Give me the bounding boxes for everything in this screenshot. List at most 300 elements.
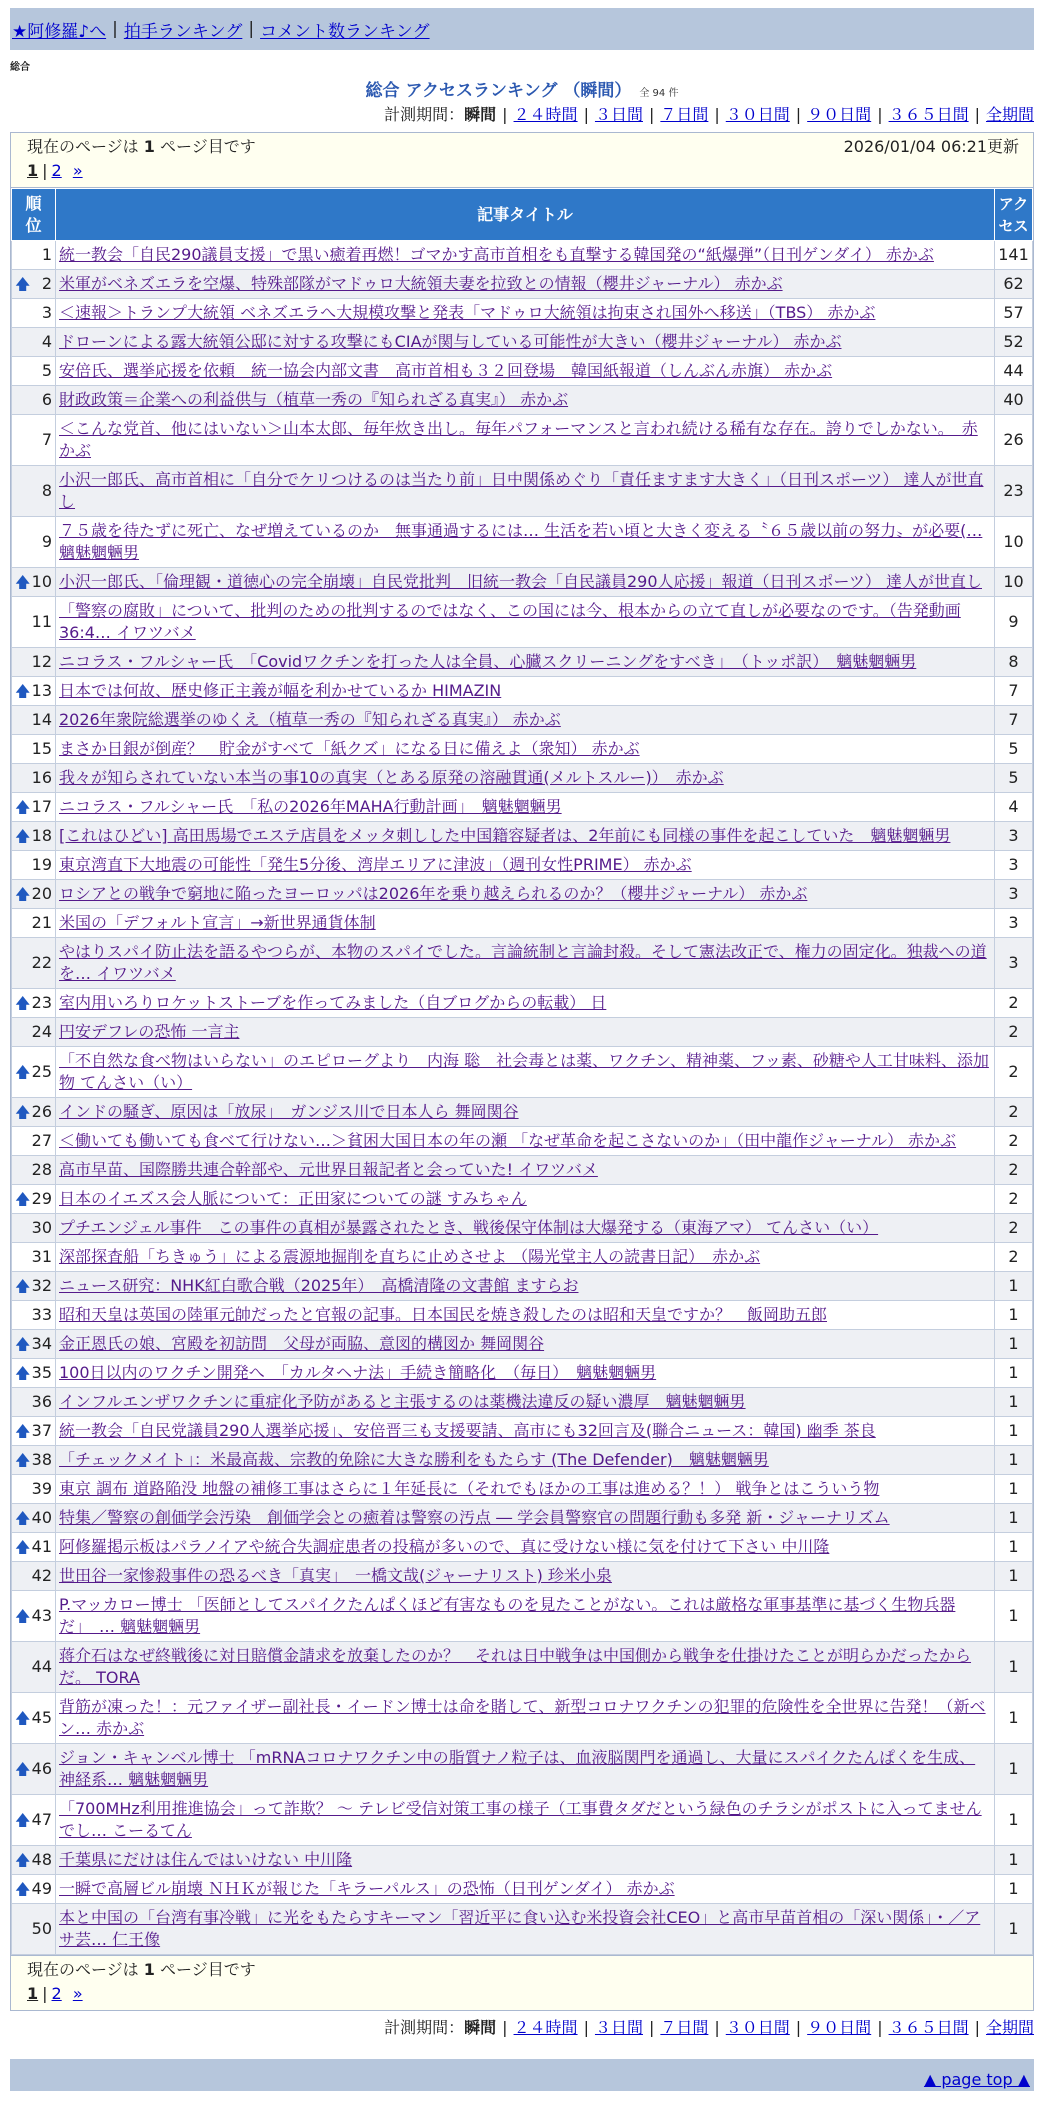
article-link[interactable]: P.マッカロー博士 「医師としてスパイクたんぱくほど有害なものを見たことがない。これは厳格な軍事基準に基づく生物兵器だ」 … 魑魅魍魎男 [59,1595,956,1636]
table-row [12,1846,1033,1875]
rank-cell [12,597,56,648]
access-count: 3 [995,822,1033,851]
article-link[interactable]: ドローンによる露大統領公邸に対する攻撃にもCIAが関与している可能性が大きい（櫻井ジャーナル） 赤かぶ [59,332,842,351]
rank-number: 33 [31,1305,52,1324]
article-link[interactable]: 統一教会「自民党議員290人選挙応援」、安倍晋三も支援要請、高市にも32回言及(聯合ニュース：韓国) 幽季 茶良 [59,1421,876,1440]
pager-bottom: 現在のページは 1 ページ目です 1 | 2 » [11,1955,1033,2010]
title-cell [56,677,995,706]
item-count: 全 94 件 [639,88,679,99]
article-link[interactable]: [これはひどい] 高田馬場でエステ店員をメッタ刺しした中国籍容疑者は、2年前にも同様の事件を起こしていた 魑魅魍魎男 [59,826,951,845]
clap-ranking-link[interactable]: 拍手ランキング [123,21,243,42]
title-cell [56,1504,995,1533]
table-row [12,1642,1033,1693]
rank-cell [12,851,56,880]
table-row [12,1018,1033,1047]
article-link[interactable]: 背筋が凍った！：元ファイザー副社長・イードン博士は命を賭して、新型コロナワクチンの犯罪的危険性を全世界に告発！（新ベン… 赤かぶ [59,1697,986,1738]
rank-number: 19 [31,855,52,874]
rank-cell [12,1272,56,1301]
rank-number: 31 [31,1247,52,1266]
period-separator: | [714,2018,720,2037]
access-count: 44 [995,357,1033,386]
rank-cell [12,1642,56,1693]
rank-number: 42 [31,1566,52,1585]
period-separator: | [974,105,980,124]
rank-number: 24 [31,1022,52,1041]
title-cell [56,1904,995,1955]
access-count: 3 [995,938,1033,989]
table-row [12,764,1033,793]
table-row [12,1744,1033,1795]
rank-cell [12,357,56,386]
page-2-link[interactable]: 2 [51,1984,62,2003]
table-row [12,1475,1033,1504]
rank-number: 18 [31,826,52,845]
rank-up-arrow-icon: 🡅 [15,1103,31,1121]
title-cell [56,822,995,851]
article-link[interactable]: 統一教会「自民290議員支援」で黒い癒着再燃！ゴマかす高市首相をも直撃する韓国発の“紙爆弾”（日刊ゲンダイ） 赤かぶ [59,245,934,264]
rank-cell [12,1388,56,1417]
title-cell [56,1417,995,1446]
rank-cell [12,1846,56,1875]
table-row [12,299,1033,328]
article-link[interactable]: 「チェックメイト」：米最高裁、宗教的免除に大きな勝利をもたらす (The Defender) 魑魅魍魎男 [59,1450,769,1469]
title-cell [56,1047,995,1098]
access-count: 2 [995,1098,1033,1127]
table-row [12,822,1033,851]
rank-cell [12,1533,56,1562]
header-title: 記事タイトル [56,189,995,241]
rank-up-arrow-icon: 🡅 [15,827,31,845]
title-cell [56,386,995,415]
table-row [12,597,1033,648]
article-link[interactable]: プチエンジェル事件 この事件の真相が暴露されたとき、戦後保守体制は大爆発する（東海アマ） てんさい（い） [59,1218,879,1237]
access-count: 2 [995,1243,1033,1272]
title-cell [56,1642,995,1693]
nav-separator: | [112,19,118,39]
rank-number: 49 [31,1879,52,1898]
rank-number: 10 [31,572,52,591]
period-separator: | [648,2018,655,2037]
rank-up-arrow-icon: 🡅 [15,275,31,293]
article-link[interactable]: 深部探査船「ちきゅう」による震源地掘削を直ちに止めさせよ （陽光堂主人の読書日記） 赤かぶ [59,1247,761,1266]
page-2-link[interactable]: 2 [51,161,62,180]
rank-up-arrow-icon: 🡅 [15,994,31,1012]
title-cell [56,1098,995,1127]
title-cell [56,989,995,1018]
rank-up-arrow-icon: 🡅 [15,1709,31,1727]
rank-cell [12,386,56,415]
rank-up-arrow-icon: 🡅 [15,798,31,816]
table-row [12,386,1033,415]
table-row [12,1127,1033,1156]
period-current: 瞬間 [464,2018,497,2037]
table-row [12,793,1033,822]
comment-ranking-link[interactable]: コメント数ランキング [260,21,430,42]
table-row [12,1098,1033,1127]
bottom-bar [10,2059,1034,2091]
period-link[interactable]: ３６５日間 [888,105,969,124]
article-link[interactable]: まさか日銀が倒産？ 貯金がすべて「紙クズ」になる日に備えよ（衆知） 赤かぶ [59,739,640,758]
article-link[interactable]: 財政政策＝企業への利益供与（植草一秀の『知られざる真実』） 赤かぶ [59,390,569,409]
rank-number: 20 [31,884,52,903]
rank-up-arrow-icon: 🡅 [15,1277,31,1295]
article-link[interactable]: 「警察の腐敗」について、批判のための批判するのではなく、この国には今、根本からの立て直しが必要なのです。（告発動画36:4… イワツバメ [59,601,961,642]
table-row [12,466,1033,517]
period-link[interactable]: ９０日間 [807,2018,872,2037]
article-link[interactable]: ニコラス・フルシャー氏 「Covidワクチンを打った人は全員、心臓スクリーニングをすべき」 （トッポ訳） 魑魅魍魎男 [59,652,917,671]
title-cell [56,1359,995,1388]
title-cell [56,1185,995,1214]
access-count: 1 [995,1904,1033,1955]
period-selector [10,2015,1034,2041]
title-cell [56,568,995,597]
title-cell [56,1156,995,1185]
rank-cell [12,1301,56,1330]
rank-cell [12,880,56,909]
rank-up-arrow-icon: 🡅 [15,1607,31,1625]
rank-number: 12 [31,652,52,671]
rank-number: 23 [31,993,52,1012]
rank-up-arrow-icon: 🡅 [15,1190,31,1208]
article-link[interactable]: 日本のイエズス会人脈について：正田家についての謎 すみちゃん [59,1189,527,1208]
period-separator: | [974,2018,980,2037]
access-count: 2 [995,1214,1033,1243]
title-cell [56,1214,995,1243]
rank-number: 32 [31,1276,52,1295]
rank-cell [12,328,56,357]
period-separator: | [502,2018,508,2037]
period-link[interactable]: ３０日間 [725,105,790,124]
rank-number: 5 [41,361,52,380]
table-row [12,517,1033,568]
table-row [12,1272,1033,1301]
rank-cell [12,1562,56,1591]
rank-number: 8 [41,481,52,500]
period-link[interactable]: ３０日間 [725,2018,790,2037]
table-row [12,1156,1033,1185]
title-cell [56,328,995,357]
title-cell [56,1562,995,1591]
access-count: 1 [995,1417,1033,1446]
article-link[interactable]: ＜こんな党首、他にはいない＞山本太郎、毎年炊き出し。毎年パフォーマンスと言われ続ける稀有な存在。誇りでしかない。 赤かぶ [59,419,978,460]
table-row [12,989,1033,1018]
period-separator: | [583,105,589,124]
table-row [12,1185,1033,1214]
access-count: 1 [995,1359,1033,1388]
access-count: 5 [995,764,1033,793]
title-cell [56,1388,995,1417]
rank-cell [12,1446,56,1475]
rank-up-arrow-icon: 🡅 [15,1760,31,1778]
access-count: 1 [995,1744,1033,1795]
rank-number: 34 [31,1334,52,1353]
rank-cell [12,764,56,793]
period-link[interactable]: ９０日間 [807,105,872,124]
title-cell [56,299,995,328]
title-cell [56,1475,995,1504]
period-separator: | [795,2018,802,2037]
period-link[interactable]: ３日間 [594,105,643,124]
access-count: 8 [995,648,1033,677]
article-link[interactable]: ニュース研究：NHK紅白歌合戦（2025年） 高橋清隆の文書館 ますらお [59,1276,579,1295]
article-link[interactable]: インフルエンザワクチンに重症化予防があると主張するのは薬機法違反の疑い濃厚 魑魅魍魎男 [59,1392,746,1411]
rank-cell [12,568,56,597]
title-cell [56,1875,995,1904]
period-link[interactable]: ２４時間 [513,105,578,124]
table-row [12,328,1033,357]
access-count: 1 [995,1301,1033,1330]
table-row [12,241,1033,270]
table-row [12,735,1033,764]
table-row [12,1047,1033,1098]
page-title: 総合 アクセスランキング （瞬間） [365,81,632,101]
rank-cell [12,1185,56,1214]
rank-number: 36 [31,1392,52,1411]
rank-cell [12,735,56,764]
access-count: 10 [995,517,1033,568]
article-link[interactable]: やはりスパイ防止法を語るやつらが、本物のスパイでした。言論統制と言論封殺。そして憲法改正で、権力の固定化。独裁への道を… イワツバメ [59,942,987,983]
rank-up-arrow-icon: 🡅 [15,1538,31,1556]
article-link[interactable]: 特集／警察の創価学会汚染 創価学会との癒着は警察の汚点 ― 学会員警察官の問題行動も多発 新・ジャーナリズム [59,1508,890,1527]
period-link[interactable]: ７日間 [660,105,709,124]
table-row [12,706,1033,735]
article-link[interactable]: 室内用いろりロケットストーブを作ってみました（自ブログからの転載） 日 [59,993,607,1012]
table-row [12,1875,1033,1904]
title-cell [56,1446,995,1475]
access-count: 5 [995,735,1033,764]
rank-up-arrow-icon: 🡅 [15,682,31,700]
next-page-link[interactable]: » [72,1984,83,2003]
article-link[interactable]: 一瞬で高層ビル崩壊 ＮＨＫが報じた「キラーパルス」の恐怖（日刊ゲンダイ） 赤かぶ [59,1879,675,1898]
rank-number: 35 [31,1363,52,1382]
rank-number: 21 [31,913,52,932]
article-link[interactable]: ７５歳を待たずに死亡、なぜ増えているのか 無事通過するには… 生活を若い頃と大きく変える〝６５歳以前の努力〟が必要(… 魑魅魍魎男 [59,521,983,562]
period-link[interactable]: ７日間 [660,2018,709,2037]
article-link[interactable]: 本と中国の「台湾有事冷戦」に光をもたらすキーマン「習近平に食い込む米投資会社CEO」と高市早苗首相の「深い関係」・／アサ芸… 仁王像 [59,1908,981,1949]
rank-number: 17 [31,797,52,816]
rank-number: 16 [31,768,52,787]
top-nav-bar [10,8,1034,50]
article-link[interactable]: ジョン・キャンベル博士 「mRNAコロナワクチン中の脂質ナノ粒子は、血液脳関門を通過し、大量にスパイクたんぱくを生成、神経系… 魑魅魍魎男 [59,1748,976,1789]
title-cell [56,1243,995,1272]
article-link[interactable]: 2026年衆院総選挙のゆくえ（植草一秀の『知られざる真実』） 赤かぶ [59,710,561,729]
access-count: 1 [995,1272,1033,1301]
ranking-table [11,188,1033,1955]
rank-number: 6 [41,390,52,409]
updated-timestamp: 2026/01/04 06:21更新 [843,137,1019,156]
rank-cell [12,1875,56,1904]
rank-number: 22 [31,953,52,972]
article-link[interactable]: 世田谷一家惨殺事件の恐るべき「真実」 一橋文哉(ジャーナリスト) 珍米小泉 [59,1566,612,1585]
table-row [12,1301,1033,1330]
access-count: 1 [995,1875,1033,1904]
nav-separator: | [248,19,255,39]
access-count: 2 [995,1018,1033,1047]
title-cell [56,466,995,517]
article-link[interactable]: 日本では何故、歴史修正主義が幅を利かせているか HIMAZIN [59,681,502,700]
period-link[interactable]: ３６５日間 [888,2018,969,2037]
rank-number: 4 [41,332,52,351]
header-rank: 順位 [12,189,56,241]
access-count: 2 [995,1185,1033,1214]
rank-up-arrow-icon: 🡅 [15,1880,31,1898]
rank-cell [12,241,56,270]
title-cell [56,880,995,909]
rank-cell [12,1018,56,1047]
article-link[interactable]: 米国の「デフォルト宣言」→新世界通貨体制 [59,913,376,932]
access-count: 1 [995,1693,1033,1744]
rank-cell [12,1214,56,1243]
title-cell [56,793,995,822]
article-link[interactable]: 阿修羅掲示板はパラノイアや統合失調症患者の投稿が多いので、真に受けない様に気を付けて下さい 中川隆 [59,1537,830,1556]
access-count: 7 [995,677,1033,706]
rank-cell [12,648,56,677]
rank-number: 29 [31,1189,52,1208]
period-link[interactable]: ２４時間 [513,2018,578,2037]
access-count: 1 [995,1446,1033,1475]
table-row [12,1504,1033,1533]
article-link[interactable]: 安倍氏、選挙応援を依頼 統一協会内部文書 高市首相も３２回登場 韓国紙報道（しんぶん赤旗） 赤かぶ [59,361,833,380]
rank-number: 44 [31,1657,52,1676]
rank-number: 48 [31,1850,52,1869]
access-count: 1 [995,1591,1033,1642]
article-link[interactable]: 高市早苗、国際勝共連合幹部や、元世界日報記者と会っていた! イワツバメ [59,1160,598,1179]
rank-cell [12,938,56,989]
period-label: 計測期間： [384,105,465,124]
article-link[interactable]: 東京 調布 道路陥没 地盤の補修工事はさらに１年延長に（それでもほかの工事は進める？！） 戦争とはこういう物 [59,1479,880,1498]
period-separator: | [502,105,508,124]
article-link[interactable]: 東京湾直下大地震の可能性「発生5分後、湾岸エリアに津波」（週刊女性PRIME） 赤かぶ [59,855,692,874]
rank-number: 41 [31,1537,52,1556]
access-count: 23 [995,466,1033,517]
access-count: 141 [995,241,1033,270]
rank-cell [12,909,56,938]
rank-number: 27 [31,1131,52,1150]
title-cell [56,764,995,793]
rank-cell [12,1795,56,1846]
rank-number: 37 [31,1421,52,1440]
article-link[interactable]: 蒋介石はなぜ終戦後に対日賠償金請求を放棄したのか？ それは日中戦争は中国側から戦争を仕掛けたことが明らかだったからだ。 TORA [59,1646,972,1687]
rank-cell [12,822,56,851]
period-separator: | [877,2018,883,2037]
table-row [12,1214,1033,1243]
title-cell [56,1591,995,1642]
rank-cell [12,1098,56,1127]
title-cell [56,517,995,568]
title-cell [56,1744,995,1795]
access-count: 26 [995,415,1033,466]
rank-cell [12,1156,56,1185]
table-row [12,1533,1033,1562]
title-cell [56,241,995,270]
access-count: 9 [995,597,1033,648]
table-row [12,1359,1033,1388]
table-row [12,1591,1033,1642]
title-cell [56,1693,995,1744]
rank-number: 50 [31,1919,52,1938]
access-count: 1 [995,1533,1033,1562]
rank-cell [12,1744,56,1795]
table-row [12,851,1033,880]
article-link[interactable]: 金正恩氏の娘、宮殿を初訪問 父母が両脇、意図的構図か 舞岡関谷 [59,1334,545,1353]
title-cell [56,648,995,677]
period-current: 瞬間 [464,105,497,124]
title-cell [56,706,995,735]
article-link[interactable]: 「不自然な食べ物はいらない」のエピローグより 内海 聡 社会毒とは薬、ワクチン、精神薬、フッ素、砂糖や人工甘味料、添加物 てんさい（い） [59,1051,989,1092]
home-link[interactable]: ★阿修羅♪へ [12,21,107,42]
rank-number: 47 [31,1810,52,1829]
table-row [12,1417,1033,1446]
page-status: 現在のページは 1 ページ目です [27,1960,256,1979]
access-count: 1 [995,1475,1033,1504]
rank-cell [12,517,56,568]
period-link[interactable]: 全期間 [985,2018,1034,2037]
rank-number: 46 [31,1759,52,1778]
article-link[interactable]: 米軍がベネズエラを空爆、特殊部隊がマドゥロ大統領夫妻を拉致との情報（櫻井ジャーナル） 赤かぶ [59,274,783,293]
article-link[interactable]: ニコラス・フルシャー氏 「私の2026年MAHA行動計画」 魑魅魍魎男 [59,797,562,816]
rank-cell [12,1693,56,1744]
rank-number: 7 [41,430,52,449]
period-link[interactable]: ３日間 [594,2018,643,2037]
rank-cell [12,299,56,328]
rank-number: 28 [31,1160,52,1179]
rank-cell [12,1417,56,1446]
article-link[interactable]: 小沢一郎氏、高市首相に「自分でケリつけるのは当たり前」日中関係めぐり「責任ますます大きく」（日刊スポーツ） 達人が世直し [59,470,984,511]
article-link[interactable]: ロシアとの戦争で窮地に陥ったヨーロッパは2026年を乗り越えられるのか？（櫻井ジャーナル） 赤かぶ [59,884,808,903]
access-count: 4 [995,793,1033,822]
article-link[interactable]: 我々が知らされていない本当の事10の真実（とある原発の溶融貫通(メルトスルー)） 赤かぶ [59,768,724,787]
title-cell [56,735,995,764]
table-row [12,1446,1033,1475]
pager-top: 現在のページは 1 ページ目です 2026/01/04 06:21更新 1 | 2 » [11,133,1033,188]
access-count: 1 [995,1388,1033,1417]
article-link[interactable]: 「700MHz利用推進協会」って詐欺？ 〜 テレビ受信対策工事の様子（工事費タダだという緑色のチラシがポストに入ってませんでし… こーるてん [59,1799,982,1840]
rank-cell [12,466,56,517]
title-cell [56,1018,995,1047]
article-link[interactable]: ＜働いても働いても食べて行けない…＞貧困大国日本の年の瀬 「なぜ革命を起こさないのか」（田中龍作ジャーナル） 赤かぶ [59,1131,957,1150]
article-link[interactable]: 千葉県にだけは住んではいけない 中川隆 [59,1850,353,1869]
ranking-container [10,132,1034,2011]
rank-number: 1 [41,245,52,264]
page-top-link[interactable]: ▲ page top ▲ [923,2070,1030,2089]
title-cell [56,1272,995,1301]
article-link[interactable]: 円安デフレの恐怖 一言主 [59,1022,240,1041]
article-link[interactable]: 昭和天皇は英国の陸軍元帥だったと官報の記事。日本国民を焼き殺したのは昭和天皇ですか？ 飯岡助五郎 [59,1305,828,1324]
access-count: 1 [995,1846,1033,1875]
title-cell [56,851,995,880]
article-link[interactable]: ＜速報＞トランプ大統領 ベネズエラへ大規模攻撃と発表「マドゥロ大統領は拘束され国外へ移送」（TBS） 赤かぶ [59,303,876,322]
rank-number: 2 [41,274,52,293]
rank-number: 3 [41,303,52,322]
period-link[interactable]: 全期間 [985,105,1034,124]
table-row [12,415,1033,466]
article-link[interactable]: 100日以内のワクチン開発へ 「カルタヘナ法」手続き簡略化 （毎日） 魑魅魍魎男 [59,1363,657,1382]
page-status: 現在のページは 1 ページ目です [27,137,256,156]
next-page-link[interactable]: » [72,161,83,180]
article-link[interactable]: 小沢一郎氏、「倫理観・道徳心の完全崩壊」自民党批判 旧統一教会「自民議員290人応援」報道（日刊スポーツ） 達人が世直し [59,572,982,591]
title-cell [56,415,995,466]
rank-number: 15 [31,739,52,758]
article-link[interactable]: インドの騒ぎ、原因は「放尿」 ガンジス川で日本人ら 舞岡関谷 [59,1102,519,1121]
access-count: 1 [995,1504,1033,1533]
access-count: 3 [995,880,1033,909]
title-cell [56,909,995,938]
title-cell [56,1533,995,1562]
rank-cell [12,415,56,466]
rank-up-arrow-icon: 🡅 [15,1335,31,1353]
access-count: 7 [995,706,1033,735]
table-row [12,648,1033,677]
